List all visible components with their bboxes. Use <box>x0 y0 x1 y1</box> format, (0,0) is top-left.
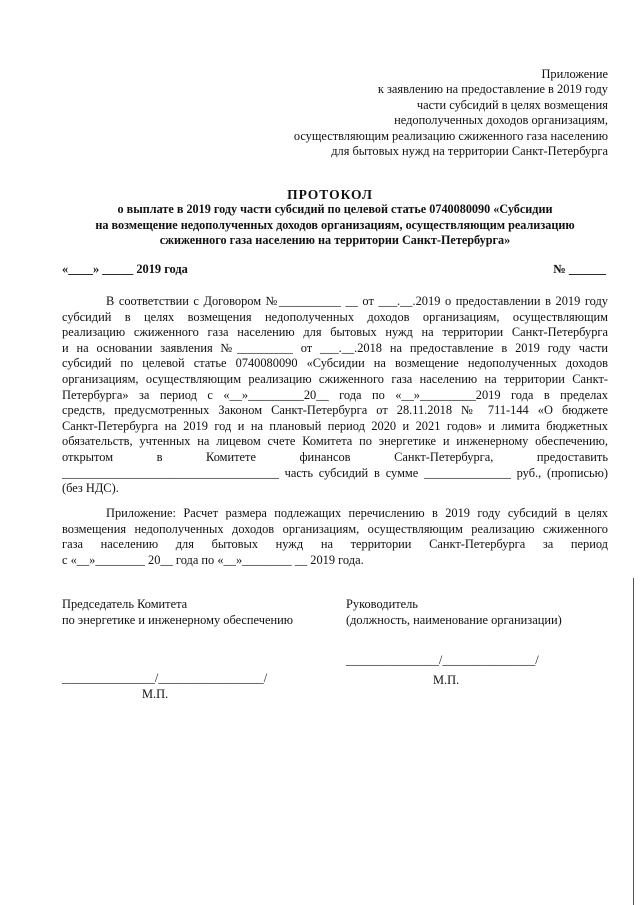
paragraph-line: и на основании заявления №_________ от ___.__.2018 на предоставление в 2019 году части <box>62 340 608 355</box>
paragraph-line: Петербурга» за период с «__»_________20__ года по «__»_________2019 года в пределах <box>62 387 608 402</box>
committee-signature-line: _______________/_________________/ <box>62 671 268 685</box>
organization-stamp-place: М.П. <box>433 673 460 687</box>
paragraph-line: реализацию сжиженного газа населению для бытовых нужд на территории Санкт-Петербурга <box>62 325 608 340</box>
appendix-line: Приложение <box>541 67 608 81</box>
paragraph-line: организациям, осуществляющим реализацию сжиженного газа населению на территории Санкт- <box>62 371 608 386</box>
attachment-paragraph <box>62 506 608 568</box>
signature-title-line: (должность, наименование организации) <box>346 612 562 627</box>
protocol-subtitle <box>50 202 620 249</box>
appendix-line: для бытовых нужд на территории Санкт-Петербурга <box>331 144 608 159</box>
main-paragraph <box>62 294 608 497</box>
protocol-number: № ______ <box>553 262 606 276</box>
committee-chair-title <box>62 597 293 628</box>
signature-title-line: по энергетике и инженерному обеспечению <box>62 612 293 627</box>
subtitle-line: сжиженного газа населению на территории Санкт-Петербурга» <box>159 233 511 248</box>
signature-title-line: Руководитель <box>346 597 418 611</box>
protocol-title: ПРОТОКОЛ <box>287 187 373 202</box>
scan-edge-line <box>633 578 634 905</box>
organization-signature-line: _______________/_______________/ <box>346 653 539 667</box>
paragraph-line: В соответствии с Договором №__________ __ от ___.__.2019 о предоставлении в 2019 году <box>106 294 608 308</box>
paragraph-line: газа населению для бытовых нужд на территории Санкт-Петербурга за период <box>62 537 608 552</box>
appendix-line: к заявлению на предоставление в 2019 году <box>377 82 608 97</box>
appendix-line: части субсидий в целях возмещения <box>416 97 608 112</box>
paragraph-line: субсидий по целевой статье 0740080090 «Субсидии на возмещение недополученных доходов <box>62 356 608 371</box>
paragraph-line: средств, предусмотренных Законом Санкт-Петербурга от 28.11.2018 № 711-144 «О бюджете <box>62 403 608 418</box>
appendix-line: недополученных доходов организациям, <box>394 113 608 128</box>
appendix-line: осуществляющим реализацию сжиженного газа населению <box>293 128 608 143</box>
signature-title-line: Председатель Комитета <box>62 597 188 611</box>
appendix-header <box>294 67 608 159</box>
committee-stamp-place: М.П. <box>142 687 169 701</box>
paragraph-line: Приложение: Расчет размера подлежащих перечислению в 2019 году субсидий в целях <box>106 506 608 520</box>
paragraph-line: (без НДС). <box>62 481 119 496</box>
paragraph-line: обязательств, учтенных на лицевом счете Комитета по энергетике и инженерному обеспечению, <box>62 434 608 449</box>
paragraph-line: открытом в Комитете финансов Санкт-Петербурга, предоставить <box>62 449 608 464</box>
paragraph-line: ___________________________________ часть субсидий в сумме ______________ руб., (прописью) <box>62 465 608 480</box>
protocol-date: «____» _____ 2019 года <box>62 262 188 276</box>
paragraph-line: субсидий в целях возмещения недополученных доходов организациям, осуществляющим <box>62 309 608 324</box>
paragraph-line: Санкт-Петербурга на 2019 год и на плановый период 2020 и 2021 годов» и лимита бюджетных <box>62 418 608 433</box>
paragraph-line: с «__»________ 20__ года по «__»________ __ 2019 года. <box>62 552 364 567</box>
organization-head-title <box>346 597 562 628</box>
subtitle-line: о выплате в 2019 году части субсидий по целевой статье 0740080090 «Субсидии <box>117 202 553 216</box>
paragraph-line: возмещения недополученных доходов организациям, осуществляющим реализацию сжиженного <box>62 521 608 536</box>
subtitle-line: на возмещение недополученных доходов организациям, осуществляющим реализацию <box>95 217 575 232</box>
